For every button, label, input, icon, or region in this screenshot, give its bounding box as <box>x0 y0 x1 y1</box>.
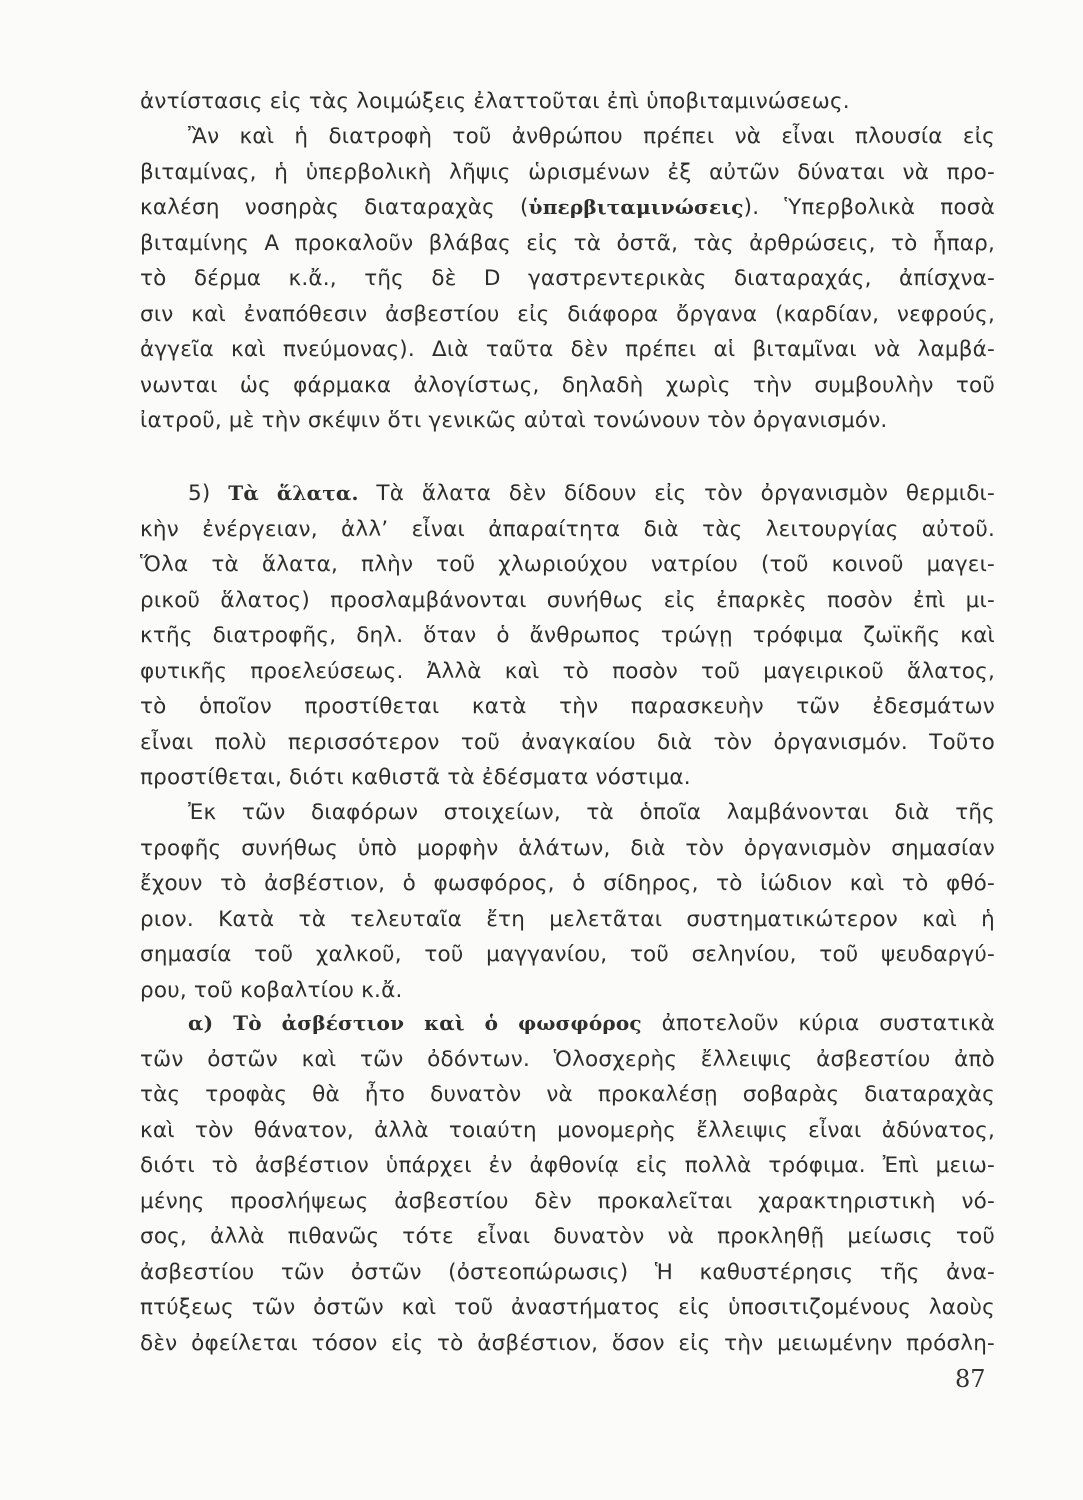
text-line: Ἂν καὶ ἡ διατροφὴ τοῦ ἀνθρώπου πρέπει νὰ εἶναι πλουσία εἰς <box>188 124 995 149</box>
text-line: ἀντίστασις εἰς τὰς λοιμώξεις ἐλαττοῦται ἐπὶ ὑποβιταμινώσεως. <box>140 89 850 114</box>
bold-heading: ὑπερβιταμινώσεις <box>528 195 744 219</box>
paragraph-continuation <box>140 84 995 120</box>
text-line: σος, ἀλλὰ πιθανῶς τότε εἶναι δυνατὸν νὰ προκληθῇ μείωσις τοῦ <box>140 1224 995 1249</box>
paragraph-salts <box>140 476 995 796</box>
text-line: τὰς τροφὰς θὰ ἦτο δυνατὸν νὰ προκαλέσῃ σοβαρὰς διαταραχὰς <box>140 1082 995 1107</box>
text-line: ἀγγεῖα καὶ πνεύμονας). Διὰ ταῦτα δὲν πρέπει αἱ βιταμῖναι νὰ λαμβά- <box>140 337 995 362</box>
text-line: τὸ δέρμα κ.ἄ., τῆς δὲ D γαστρεντερικὰς διαταραχάς, ἀπίσχνα- <box>140 266 995 291</box>
text-segment: καλέση νοσηρὰς διαταραχὰς ( <box>140 195 529 220</box>
text-segment: ). Ὑπερβολικὰ ποσὰ <box>743 195 995 220</box>
text-line: νωνται ὡς φάρμακα ἀλογίστως, δηλαδὴ χωρὶς τὴν συμβουλὴν τοῦ <box>140 372 995 398</box>
text-line <box>140 190 995 226</box>
text-line: βιταμίνης Α προκαλοῦν βλάβας εἰς τὰ ὀστᾶ, τὰς ἀρθρώσεις, τὸ ἧπαρ, <box>140 230 995 256</box>
text-line: δὲν ὀφείλεται τόσον εἰς τὸ ἀσβέστιον, ὅσον εἰς τὴν μειωμένην πρόσλη- <box>140 1330 995 1356</box>
text-line: ρου, τοῦ κοβαλτίου κ.ἄ. <box>140 977 403 1003</box>
text-line: φυτικῆς προελεύσεως. Ἀλλὰ καὶ τὸ ποσὸν τοῦ μαγειρικοῦ ἅλατος, <box>140 658 995 684</box>
text-line: βιταμίνας, ἡ ὑπερβολικὴ λῆψις ὡρισμένων ἐξ αὐτῶν δύναται νὰ προ- <box>140 159 995 185</box>
text-line: ἰατροῦ, μὲ τὴν σκέψιν ὅτι γενικῶς αὐταὶ τονώνουν τὸν ὀργανισμόν. <box>140 408 888 433</box>
text-line: κτῆς διατροφῆς, δηλ. ὅταν ὁ ἄνθρωπος τρώγῃ τρόφιμα ζωϊκῆς καὶ <box>140 623 995 648</box>
text-line: σιν καὶ ἐναπόθεσιν ἀσβεστίου εἰς διάφορα ὄργανα (καρδίαν, νεφρούς, <box>140 301 995 327</box>
text-line: Ἐκ τῶν διαφόρων στοιχείων, τὰ ὁποῖα λαμβάνονται διὰ τῆς <box>188 800 995 825</box>
text-line: εἶναι πολὺ περισσότερον τοῦ ἀναγκαίου διὰ τὸν ὀργανισμόν. Τοῦτο <box>140 729 995 755</box>
text-line <box>140 1006 995 1042</box>
text-line: ρικοῦ ἅλατος) προσλαμβάνονται συνήθως εἰς ἐπαρκὲς ποσὸν ἐπὶ μι- <box>140 587 995 613</box>
paragraph-calcium-phosphorus <box>140 1006 995 1361</box>
text-line: προστίθεται, διότι καθιστᾶ τὰ ἐδέσματα νόστιμα. <box>140 765 691 790</box>
text-segment: 5) <box>188 481 229 506</box>
paragraph-elements <box>140 795 995 1008</box>
text-line: ἀσβεστίου τῶν ὀστῶν (ὀστεοπώρωσις) Ἡ καθυστέρησις τῆς ἀνα- <box>140 1259 995 1285</box>
text-line: διότι τὸ ἀσβέστιον ὑπάρχει ἐν ἀφθονίᾳ εἰς πολλὰ τρόφιμα. Ἐπὶ μειω- <box>140 1153 995 1178</box>
text-segment: Τὰ ἅλατα δὲν δίδουν εἰς τὸν ὀργανισμὸν θερμιδι- <box>358 481 995 506</box>
page-number: 87 <box>955 1365 986 1393</box>
text-line <box>140 476 995 512</box>
text-line: καὶ τὸν θάνατον, ἀλλὰ τοιαύτη μονομερὴς ἔλλειψις εἶναι ἀδύνατος, <box>140 1117 995 1143</box>
text-line: τὸ ὁποῖον προστίθεται κατὰ τὴν παρασκευὴν τῶν ἐδεσμάτων <box>140 694 995 719</box>
text-line: σημασία τοῦ χαλκοῦ, τοῦ μαγγανίου, τοῦ σεληνίου, τοῦ ψευδαργύ- <box>140 942 995 967</box>
text-line: πτύξεως τῶν ὀστῶν καὶ τοῦ ἀναστήματος εἰς ὑποσιτιζομένους λαοὺς <box>140 1295 995 1320</box>
text-line: ριον. Κατὰ τὰ τελευταῖα ἔτη μελετᾶται συστηματικώτερον καὶ ἡ <box>140 906 995 932</box>
text-line: κὴν ἐνέργειαν, ἀλλ’ εἶναι ἀπαραίτητα διὰ τὰς λειτουργίας αὐτοῦ. <box>140 516 995 542</box>
bold-heading: Τὰ ἅλατα. <box>228 481 359 505</box>
bold-heading: α) Τὸ ἀσβέστιον καὶ ὁ φωσφόρος <box>188 1011 642 1035</box>
text-line: Ὅλα τὰ ἅλατα, πλὴν τοῦ χλωριούχου νατρίου (τοῦ κοινοῦ μαγει- <box>140 552 995 577</box>
paragraph-vitamin-excess <box>140 119 995 439</box>
text-line: τροφῆς συνήθως ὑπὸ μορφὴν ἁλάτων, διὰ τὸν ὀργανισμὸν σημασίαν <box>140 835 995 861</box>
text-line: μένης προσλήψεως ἀσβεστίου δὲν προκαλεῖται χαρακτηριστικὴ νό- <box>140 1188 995 1214</box>
text-line: τῶν ὀστῶν καὶ τῶν ὀδόντων. Ὁλοσχερὴς ἔλλειψις ἀσβεστίου ἀπὸ <box>140 1046 995 1072</box>
text-segment: ἀποτελοῦν κύρια συστατικὰ <box>641 1011 995 1036</box>
text-line: ἔχουν τὸ ἀσβέστιον, ὁ φωσφόρος, ὁ σίδηρος, τὸ ἰώδιον καὶ τὸ φθό- <box>140 871 995 896</box>
